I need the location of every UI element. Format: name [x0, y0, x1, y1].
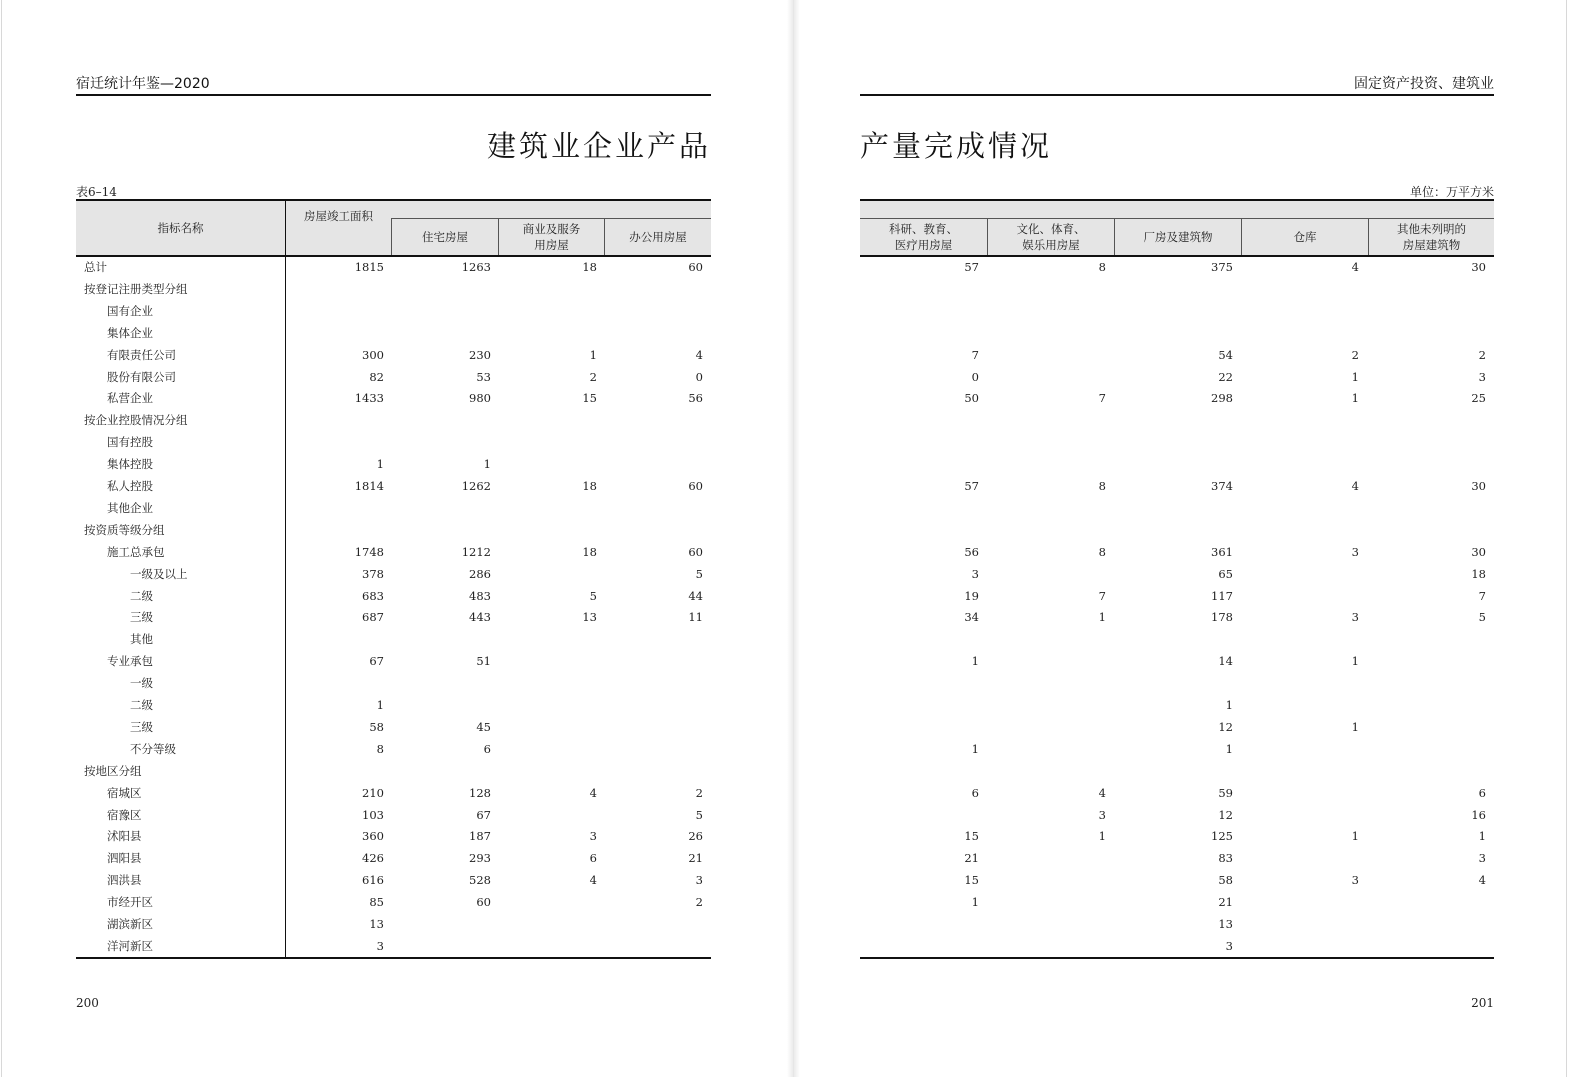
cell-right-1: 8	[1098, 479, 1106, 493]
cell-left-1: 230	[469, 348, 491, 362]
cell-right-4: 2	[1478, 348, 1486, 362]
cell-right-4: 16	[1471, 808, 1486, 822]
cell-right-2: 12	[1218, 808, 1233, 822]
cell-left-0: 300	[362, 348, 384, 362]
cell-right-0: 1	[971, 654, 979, 668]
row-label: 专业承包	[107, 654, 153, 668]
cell-left-0: 85	[369, 895, 384, 909]
row-label: 按资质等级分组	[84, 523, 165, 537]
row-label: 沭阳县	[107, 829, 142, 843]
cell-right-0: 21	[964, 851, 979, 865]
cell-left-3: 5	[695, 567, 703, 581]
table-row	[0, 519, 1587, 541]
cell-right-0: 50	[964, 391, 979, 405]
table-row	[0, 760, 1587, 782]
cell-left-1: 528	[469, 873, 491, 887]
table-row	[0, 541, 1587, 563]
cell-left-2: 1	[589, 348, 597, 362]
cell-left-3: 11	[688, 610, 703, 624]
cell-left-1: 286	[469, 567, 491, 581]
cell-right-3: 4	[1351, 260, 1359, 274]
cell-left-1: 483	[469, 589, 491, 603]
col-head-residential: 住宅房屋	[422, 230, 468, 244]
table-row	[0, 585, 1587, 607]
cell-left-0: 67	[369, 654, 384, 668]
cell-left-3: 26	[688, 829, 703, 843]
row-label: 私人控股	[107, 479, 153, 493]
cell-left-3: 60	[688, 479, 703, 493]
cell-left-0: 8	[376, 742, 384, 756]
cell-right-4: 7	[1478, 589, 1486, 603]
title-left: 建筑业企业产品	[486, 129, 711, 163]
col-head-office: 办公用房屋	[629, 230, 687, 244]
row-label: 其他	[130, 632, 153, 646]
cell-right-2: 65	[1218, 567, 1233, 581]
table-row	[0, 913, 1587, 935]
cell-right-3: 2	[1351, 348, 1359, 362]
cell-left-2: 18	[582, 545, 597, 559]
cell-left-0: 360	[362, 829, 384, 843]
cell-right-3: 3	[1351, 873, 1359, 887]
cell-right-2: 3	[1225, 939, 1233, 953]
page-number-right: 201	[1471, 996, 1494, 1010]
cell-left-0: 1433	[354, 391, 384, 405]
cell-right-0: 3	[971, 567, 979, 581]
right-running-head: 固定资产投资、建筑业	[1354, 76, 1494, 92]
cell-left-1: 980	[469, 391, 491, 405]
cell-right-0: 15	[964, 829, 979, 843]
row-label: 宿城区	[107, 786, 142, 800]
cell-left-3: 0	[695, 370, 703, 384]
row-label: 不分等级	[130, 742, 176, 756]
row-label: 一级及以上	[130, 567, 188, 581]
cell-right-2: 54	[1218, 348, 1233, 362]
cell-right-1: 3	[1098, 808, 1106, 822]
cell-right-1: 1	[1098, 829, 1106, 843]
cell-right-4: 18	[1471, 567, 1486, 581]
cell-right-2: 375	[1211, 260, 1233, 274]
row-label: 洋河新区	[107, 939, 153, 953]
row-label: 其他企业	[107, 501, 153, 515]
col-head-factory: 厂房及建筑物	[1143, 230, 1213, 244]
cell-left-0: 1	[376, 457, 384, 471]
table-row	[0, 387, 1587, 409]
table-row	[0, 825, 1587, 847]
cell-right-2: 125	[1211, 829, 1233, 843]
cell-left-1: 1263	[461, 260, 491, 274]
cell-right-4: 1	[1478, 829, 1486, 843]
cell-left-1: 1262	[461, 479, 491, 493]
cell-left-3: 2	[695, 786, 703, 800]
table-row	[0, 497, 1587, 519]
cell-right-3: 3	[1351, 610, 1359, 624]
table-row	[0, 694, 1587, 716]
cell-right-1: 7	[1098, 589, 1106, 603]
cell-right-2: 13	[1218, 917, 1233, 931]
table-row	[0, 278, 1587, 300]
cell-left-3: 44	[688, 589, 703, 603]
table-row	[0, 782, 1587, 804]
cell-right-0: 57	[964, 479, 979, 493]
cell-left-0: 58	[369, 720, 384, 734]
row-label: 三级	[130, 720, 153, 734]
cell-left-1: 1	[483, 457, 491, 471]
cell-right-4: 6	[1478, 786, 1486, 800]
row-label: 总计	[84, 260, 107, 274]
cell-left-2: 6	[589, 851, 597, 865]
cell-right-4: 30	[1471, 545, 1486, 559]
title-right: 产量完成情况	[860, 129, 1053, 163]
table-row	[0, 650, 1587, 672]
cell-right-2: 1	[1225, 698, 1233, 712]
cell-right-3: 1	[1351, 720, 1359, 734]
cell-left-0: 1	[376, 698, 384, 712]
cell-right-4: 30	[1471, 479, 1486, 493]
cell-left-0: 1815	[354, 260, 384, 274]
col-head-label: 指标名称	[157, 220, 204, 235]
row-label: 一级	[130, 676, 153, 690]
unit-label: 单位：万平方米	[1409, 185, 1494, 199]
cell-right-2: 374	[1211, 479, 1233, 493]
row-label: 宿豫区	[107, 808, 142, 822]
cell-left-3: 3	[695, 873, 703, 887]
cell-left-3: 2	[695, 895, 703, 909]
cell-left-2: 13	[582, 610, 597, 624]
cell-left-1: 45	[476, 720, 491, 734]
cell-right-1: 1	[1098, 610, 1106, 624]
row-label: 私营企业	[107, 391, 153, 405]
cell-left-0: 210	[362, 786, 384, 800]
cell-left-0: 13	[369, 917, 384, 931]
cell-right-2: 117	[1211, 589, 1233, 603]
cell-right-3: 4	[1351, 479, 1359, 493]
cell-left-2: 4	[589, 873, 597, 887]
table-row	[0, 628, 1587, 650]
cell-left-1: 60	[476, 895, 491, 909]
row-label: 湖滨新区	[107, 917, 153, 931]
cell-left-1: 53	[476, 370, 491, 384]
cell-left-1: 67	[476, 808, 491, 822]
cell-right-2: 361	[1211, 545, 1233, 559]
cell-right-2: 83	[1218, 851, 1233, 865]
right-head-rule	[860, 94, 1494, 96]
cell-left-2: 15	[582, 391, 597, 405]
cell-left-1: 51	[476, 654, 491, 668]
cell-left-0: 1814	[354, 479, 384, 493]
cell-right-1: 7	[1098, 391, 1106, 405]
cell-right-2: 22	[1218, 370, 1233, 384]
table-row	[0, 475, 1587, 497]
cell-right-0: 19	[964, 589, 979, 603]
cell-right-2: 1	[1225, 742, 1233, 756]
table-row	[0, 322, 1587, 344]
cell-right-2: 298	[1211, 391, 1233, 405]
table-row	[0, 891, 1587, 913]
cell-right-1: 4	[1098, 786, 1106, 800]
cell-left-0: 616	[362, 873, 384, 887]
col-head-culture: 文化、体育、 娱乐用房屋	[1016, 222, 1086, 252]
left-table-bottom-rule	[76, 957, 711, 959]
row-label: 按登记注册类型分组	[84, 282, 188, 296]
cell-right-0: 56	[964, 545, 979, 559]
row-label: 市经开区	[107, 895, 153, 909]
row-label: 泗阳县	[107, 851, 142, 865]
cell-left-0: 103	[362, 808, 384, 822]
table-row	[0, 804, 1587, 826]
table-row	[0, 935, 1587, 957]
row-label: 二级	[130, 589, 153, 603]
cell-left-1: 293	[469, 851, 491, 865]
cell-right-0: 6	[971, 786, 979, 800]
table-row	[0, 366, 1587, 388]
col-head-total: 房屋竣工面积	[304, 209, 373, 223]
cell-right-0: 1	[971, 895, 979, 909]
cell-left-3: 5	[695, 808, 703, 822]
cell-left-1: 1212	[461, 545, 491, 559]
cell-left-0: 3	[376, 939, 384, 953]
left-head-rule	[76, 94, 711, 96]
right-table-bottom-rule	[860, 957, 1494, 959]
cell-right-3: 1	[1351, 654, 1359, 668]
cell-right-2: 178	[1211, 610, 1233, 624]
cell-left-0: 1748	[354, 545, 384, 559]
table-row	[0, 344, 1587, 366]
cell-left-0: 687	[362, 610, 384, 624]
cell-left-1: 443	[469, 610, 491, 624]
table-row	[0, 716, 1587, 738]
cell-right-0: 1	[971, 742, 979, 756]
table-row	[0, 672, 1587, 694]
cell-right-2: 59	[1218, 786, 1233, 800]
row-label: 国有企业	[107, 304, 153, 318]
col-head-other: 其他未列明的 房屋建筑物	[1397, 222, 1466, 252]
cell-left-2: 18	[582, 479, 597, 493]
table-row	[0, 300, 1587, 322]
col-head-warehouse: 仓库	[1293, 230, 1317, 244]
cell-right-0: 7	[971, 348, 979, 362]
row-label: 按企业控股情况分组	[84, 413, 188, 427]
row-label: 按地区分组	[84, 764, 142, 778]
cell-right-2: 14	[1218, 654, 1233, 668]
row-label: 二级	[130, 698, 153, 712]
cell-left-2: 3	[589, 829, 597, 843]
cell-left-3: 56	[688, 391, 703, 405]
page-number-left: 200	[76, 996, 99, 1010]
col-head-research: 科研、教育、 医疗用房屋	[889, 222, 958, 252]
cell-left-2: 5	[589, 589, 597, 603]
cell-left-2: 18	[582, 260, 597, 274]
cell-right-4: 3	[1478, 370, 1486, 384]
row-label: 国有控股	[107, 435, 153, 449]
table-number: 表6–14	[76, 185, 117, 199]
cell-left-3: 60	[688, 260, 703, 274]
row-label: 股份有限公司	[107, 370, 176, 384]
cell-left-0: 378	[362, 567, 384, 581]
cell-right-0: 57	[964, 260, 979, 274]
table-row	[0, 453, 1587, 475]
row-label: 施工总承包	[107, 545, 165, 559]
cell-left-0: 82	[369, 370, 384, 384]
table-row	[0, 431, 1587, 453]
cell-left-0: 683	[362, 589, 384, 603]
col-head-commercial: 商业及服务 用房屋	[522, 222, 581, 252]
right-table-top-rule	[860, 199, 1494, 201]
cell-left-0: 426	[362, 851, 384, 865]
cell-right-2: 58	[1218, 873, 1233, 887]
table-row	[0, 606, 1587, 628]
cell-right-4: 30	[1471, 260, 1486, 274]
cell-right-4: 4	[1478, 873, 1486, 887]
cell-left-1: 187	[469, 829, 491, 843]
cell-left-3: 21	[688, 851, 703, 865]
cell-left-1: 128	[469, 786, 491, 800]
cell-right-2: 12	[1218, 720, 1233, 734]
cell-right-2: 21	[1218, 895, 1233, 909]
cell-left-1: 6	[483, 742, 491, 756]
cell-right-4: 3	[1478, 851, 1486, 865]
cell-right-0: 34	[964, 610, 979, 624]
table-row	[0, 409, 1587, 431]
cell-left-2: 4	[589, 786, 597, 800]
cell-right-1: 8	[1098, 545, 1106, 559]
cell-right-3: 1	[1351, 370, 1359, 384]
cell-right-3: 1	[1351, 829, 1359, 843]
row-label: 泗洪县	[107, 873, 142, 887]
row-label: 三级	[130, 610, 153, 624]
cell-right-4: 5	[1478, 610, 1486, 624]
table-row	[0, 256, 1587, 278]
cell-left-3: 4	[695, 348, 703, 362]
table-row	[0, 869, 1587, 891]
cell-right-0: 15	[964, 873, 979, 887]
cell-right-0: 0	[971, 370, 979, 384]
table-row	[0, 738, 1587, 760]
row-label: 集体控股	[107, 457, 153, 471]
cell-right-3: 3	[1351, 545, 1359, 559]
table-row	[0, 847, 1587, 869]
cell-left-2: 2	[589, 370, 597, 384]
cell-right-4: 25	[1471, 391, 1486, 405]
row-label: 集体企业	[107, 326, 153, 340]
left-running-head: 宿迁统计年鉴—2020	[76, 76, 210, 92]
cell-left-3: 60	[688, 545, 703, 559]
cell-right-3: 1	[1351, 391, 1359, 405]
cell-right-1: 8	[1098, 260, 1106, 274]
table-row	[0, 563, 1587, 585]
row-label: 有限责任公司	[107, 348, 176, 362]
